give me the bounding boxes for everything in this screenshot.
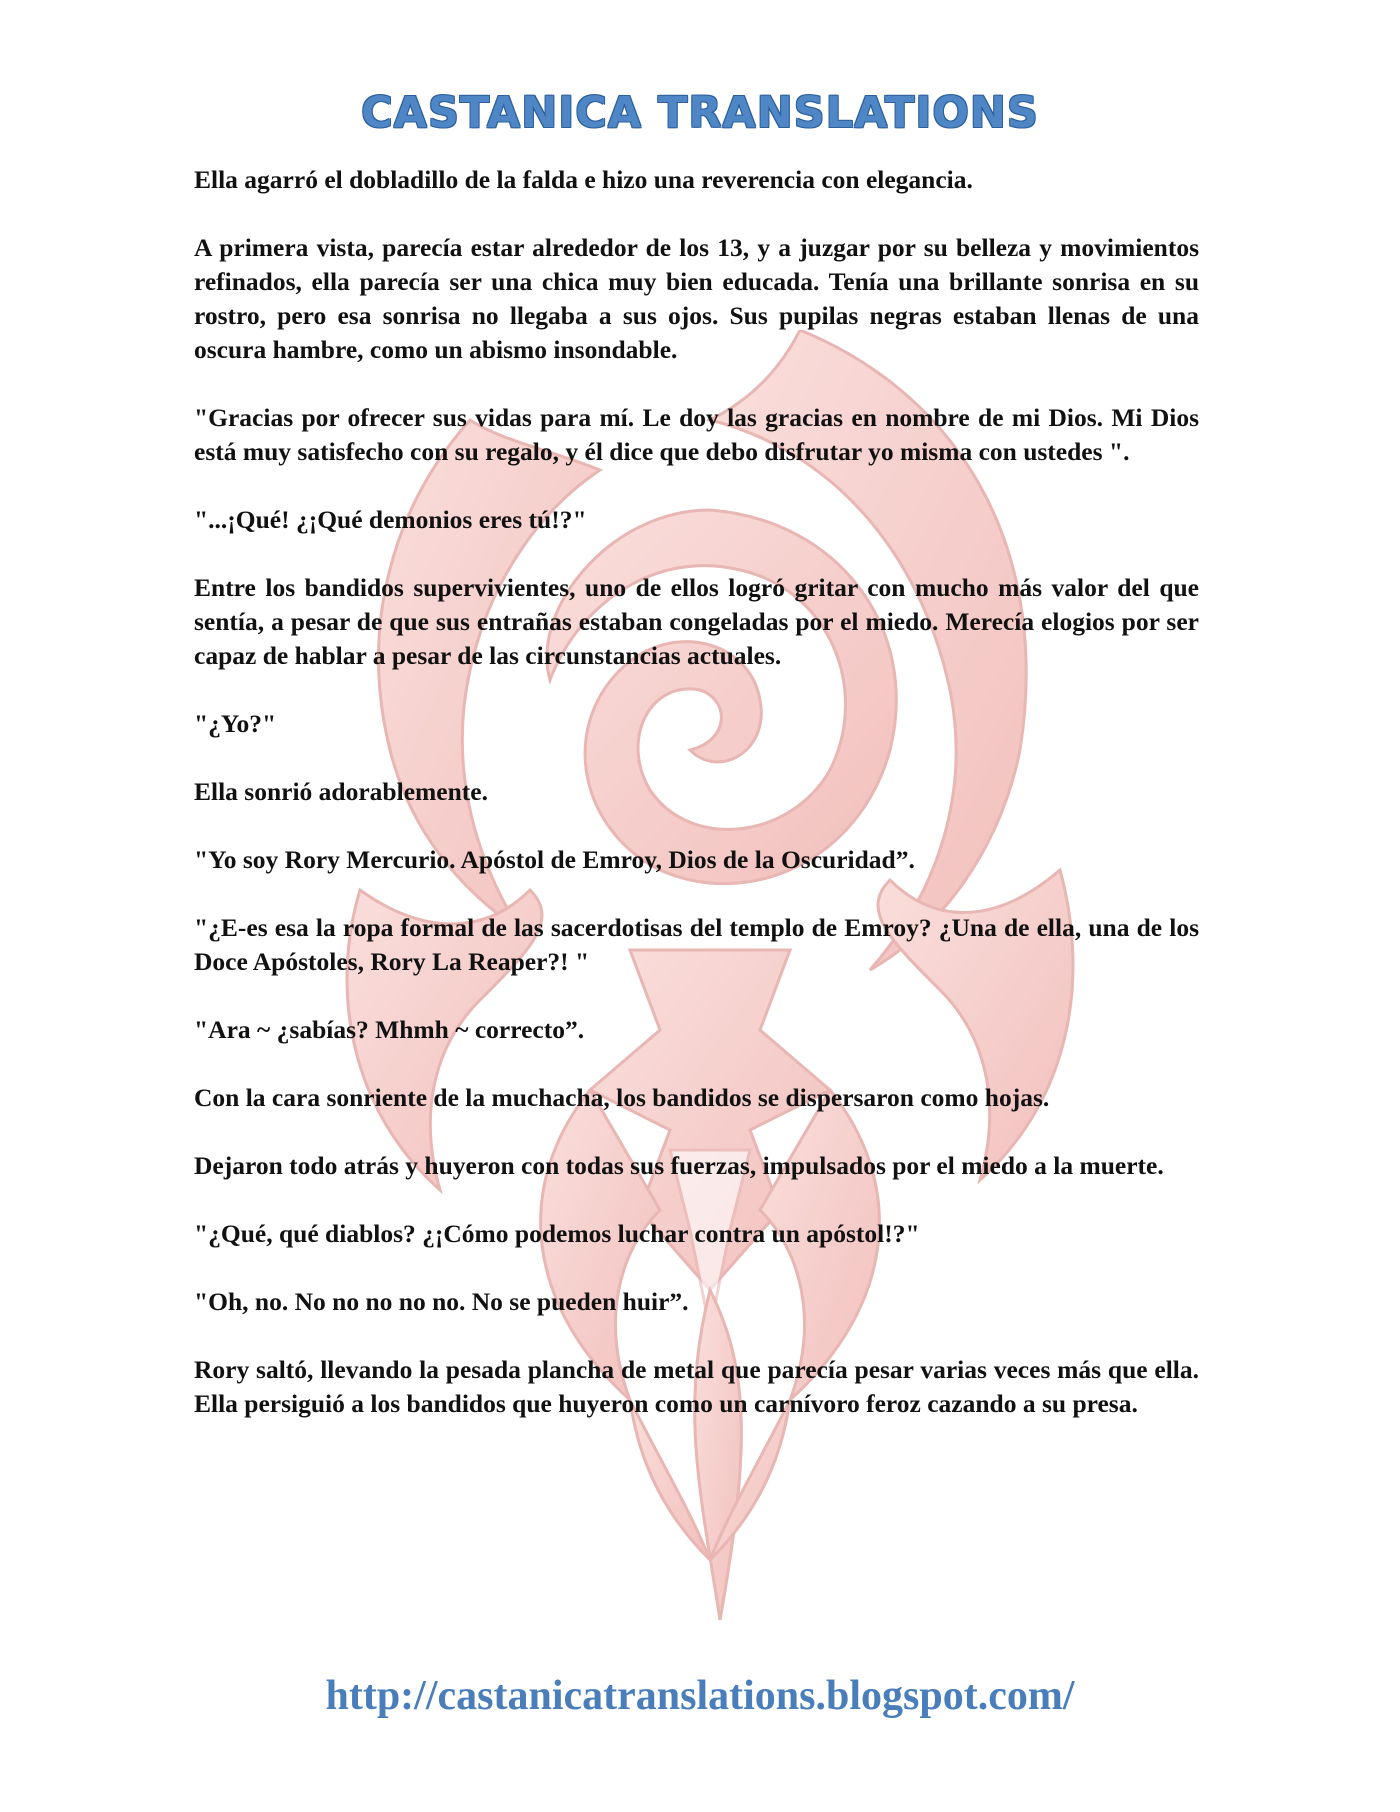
paragraph-4: "...¡Qué! ¿¡Qué demonios eres tú!?" bbox=[194, 505, 587, 534]
story-text bbox=[194, 163, 1199, 1455]
paragraph-1: Ella agarró el dobladillo de la falda e hizo una reverencia con elegancia. bbox=[194, 165, 973, 194]
paragraph-5: Entre los bandidos supervivientes, uno de ellos logró gritar con mucho más valor del que sentía, a pesar de que sus entrañas estaban congeladas por el miedo. Merecía elogios por ser capaz de hablar a pesar de las circunstancias actuales. bbox=[194, 573, 1199, 670]
paragraph-9: "¿E-es esa la ropa formal de las sacerdotisas del templo de Emroy? ¿Una de ella, una de los Doce Apóstoles, Rory La Reaper?! " bbox=[194, 913, 1199, 976]
paragraph-12: Dejaron todo atrás y huyeron con todas sus fuerzas, impulsados por el miedo a la muerte. bbox=[194, 1151, 1164, 1180]
paragraph-3: "Gracias por ofrecer sus vidas para mí. Le doy las gracias en nombre de mi Dios. Mi Dios está muy satisfecho con su regalo, y él dice que debo disfrutar yo misma con ustedes ". bbox=[194, 403, 1199, 466]
paragraph-15: Rory saltó, llevando la pesada plancha de metal que parecía pesar varias veces más que ella. Ella persiguió a los bandidos que huyeron como un carnívoro feroz cazando a su presa. bbox=[194, 1355, 1199, 1418]
paragraph-2: A primera vista, parecía estar alrededor de los 13, y a juzgar por su belleza y movimientos refinados, ella parecía ser una chica muy bien educada. Tenía una brillante sonrisa en su rostro, pero esa sonrisa no llegaba a sus ojos. Sus pupilas negras estaban llenas de una oscura hambre, como un abismo insondable. bbox=[194, 233, 1199, 364]
paragraph-14: "Oh, no. No no no no no. No se pueden huir”. bbox=[194, 1287, 689, 1316]
blog-url-link[interactable]: http://castanicatranslations.blogspot.com/ bbox=[325, 1673, 1075, 1719]
paragraph-11: Con la cara sonriente de la muchacha, los bandidos se dispersaron como hojas. bbox=[194, 1083, 1050, 1112]
paragraph-13: "¿Qué, qué diablos? ¿¡Cómo podemos luchar contra un apóstol!?" bbox=[194, 1219, 920, 1248]
paragraph-7: Ella sonrió adorablemente. bbox=[194, 777, 488, 806]
paragraph-6: "¿Yo?" bbox=[194, 709, 277, 738]
paragraph-10: "Ara ~ ¿sabías? Mhmh ~ correcto”. bbox=[194, 1015, 585, 1044]
site-title: CASTANICA TRANSLATIONS bbox=[361, 88, 1039, 138]
paragraph-8: "Yo soy Rory Mercurio. Apóstol de Emroy, Dios de la Oscuridad”. bbox=[194, 845, 915, 874]
